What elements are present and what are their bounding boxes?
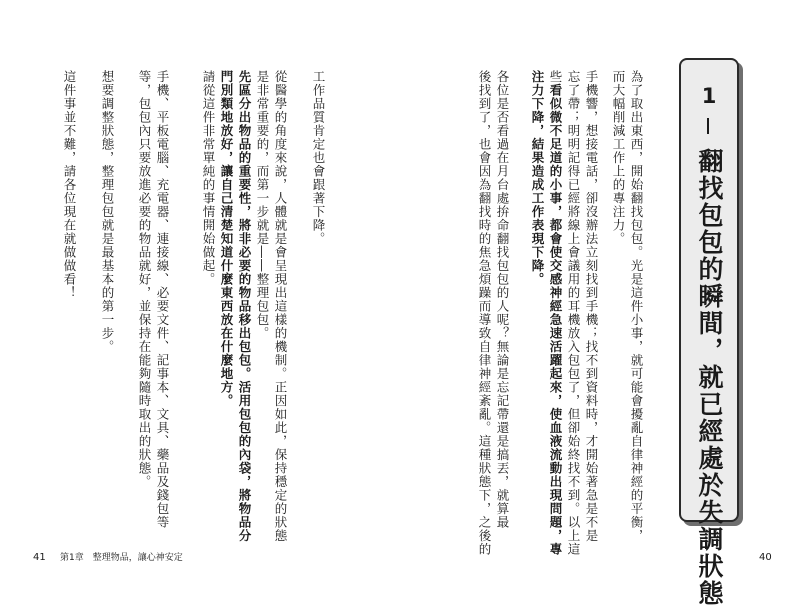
text-line: 想要調整狀態，整理包包就是最基本的第一步。 xyxy=(100,70,115,354)
text-line: 為了取出東西，開始翻找包包。光是這件小事，就可能會擾亂自律神經的平衡， xyxy=(629,70,644,543)
text-line: 後找到了，也會因為翻找時的焦急煩躁而導致自律神經紊亂。這種狀態下，之後的 xyxy=(477,70,492,556)
right-page xyxy=(399,0,799,607)
text-line xyxy=(546,70,564,556)
left-page xyxy=(0,0,399,588)
text-line-emphasis: 注力下降，結果造成工作表現下降。 xyxy=(530,70,545,286)
text-line: 忘了帶；明明記得已經將線上會議用的耳機放入包包了，但卻始終找不到。以上這 xyxy=(566,70,581,556)
text-line: 從醫學的角度來說，人體就是會呈現出這樣的機制。正因如此，保持穩定的狀態 xyxy=(273,70,288,543)
text-line: 是非常重要的，而第一步就是――整理包包。 xyxy=(255,70,270,340)
text-line: 等，包包內只要放進必要的物品就好，並保持在能夠隨時取出的狀態。 xyxy=(137,70,152,489)
text-line: 工作品質肯定也會跟著下降。 xyxy=(311,70,326,246)
text-line: 請從這件非常單純的事情開始做起。 xyxy=(201,70,216,286)
text-fragment: 些 xyxy=(548,70,563,84)
section-number: 1 xyxy=(701,84,717,108)
section-title: 翻找包包的瞬間，就已經處於失調狀態 xyxy=(695,148,724,607)
text-line: 這件事並不難，請各位現在就做做看！ xyxy=(62,70,77,300)
heading-divider xyxy=(707,118,709,134)
text-line: 而大幅削減工作上的專注力。 xyxy=(611,70,626,246)
text-line-emphasis: 門別類地放好，讓自己清楚知道什麼東西放在什麼地方。 xyxy=(219,70,234,408)
running-head: 第1章 整理物品，讓心神安定 xyxy=(60,553,183,563)
text-line-emphasis: 先區分出物品的重要性，將非必要的物品移出包包。活用包包的內袋，將物品分 xyxy=(237,70,252,543)
section-heading-box xyxy=(679,58,739,607)
text-line: 手機響，想接電話，卻沒辦法立刻找到手機；找不到資料時，才開始著急是不是 xyxy=(584,70,599,543)
page-number: 40 xyxy=(759,552,772,563)
text-line: 各位是否看過在月台處拚命翻找包包的人呢？無論是忘記帶還是搞丟，就算最 xyxy=(495,70,510,529)
text-fragment-emphasis: 看似微不足道的小事，都會使交感神經急速活躍起來，使血液流動出現問題，專 xyxy=(548,83,563,556)
text-line: 手機、平板電腦、充電器、連接線、必要文件、記事本、文具、藥品及錢包等 xyxy=(155,70,170,529)
page-number: 41 xyxy=(33,552,46,563)
